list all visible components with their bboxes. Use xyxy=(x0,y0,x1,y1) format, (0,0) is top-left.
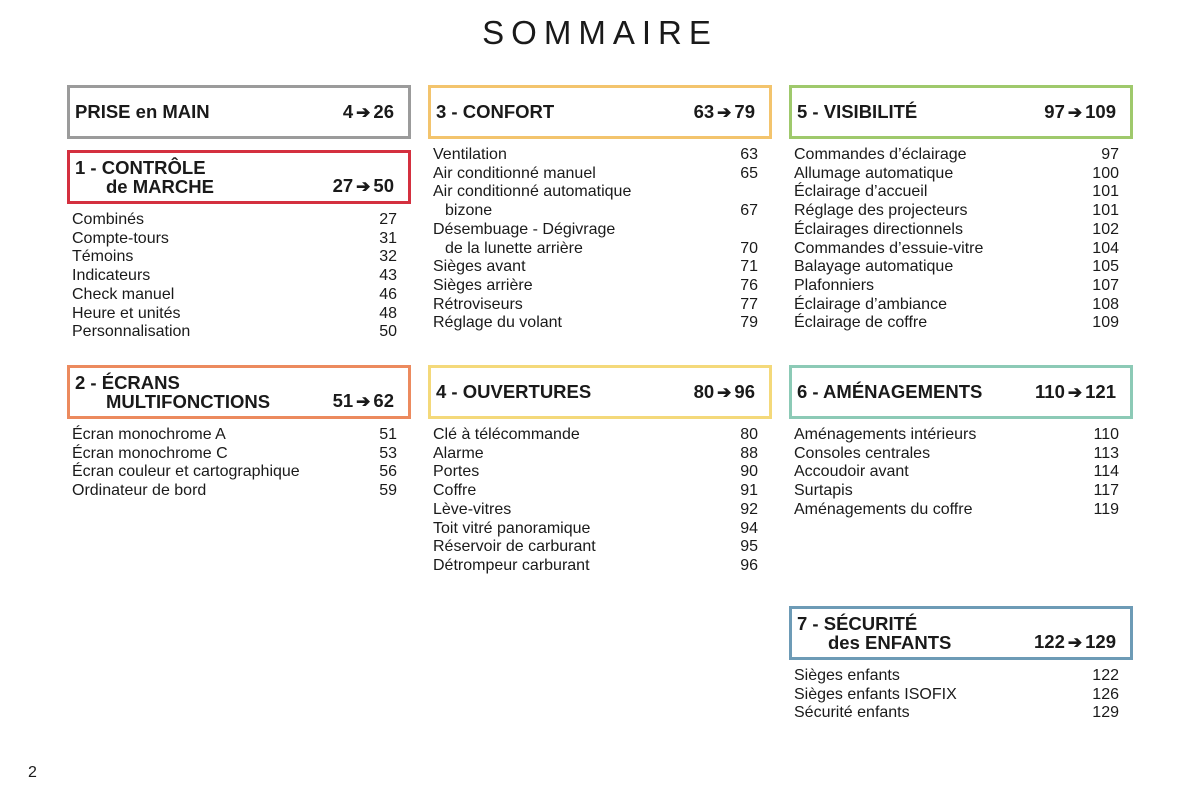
entry-label: Allumage automatique xyxy=(794,164,954,182)
entry-page: 122 xyxy=(1092,667,1119,684)
section-controle-de-marche xyxy=(67,150,411,342)
entry-label: Écran couleur et cartographique xyxy=(72,463,300,481)
toc-entry[interactable] xyxy=(794,146,1119,165)
toc-entry[interactable] xyxy=(433,445,758,464)
toc-entry[interactable] xyxy=(433,183,758,202)
entry-label: Réglage du volant xyxy=(433,314,562,332)
entry-label: Écran monochrome C xyxy=(72,444,228,462)
entry-label: Ventilation xyxy=(433,146,507,163)
entry-label: Balayage automatique xyxy=(794,258,954,276)
entry-page: 109 xyxy=(1092,314,1119,332)
entry-page: 92 xyxy=(740,500,758,518)
arrow-right-icon: ➔ xyxy=(717,103,732,122)
entry-page: 46 xyxy=(379,285,397,303)
entry-label: Commandes d’essuie-vitre xyxy=(794,239,984,257)
toc-entry[interactable] xyxy=(433,258,758,277)
entry-label: Clé à télécommande xyxy=(433,426,580,443)
entry-label: bizone xyxy=(445,202,493,220)
toc-entry[interactable] xyxy=(433,202,758,221)
entry-label: Commandes d’éclairage xyxy=(794,146,967,163)
entry-label: Témoins xyxy=(72,248,134,266)
section-title: 1 - CONTRÔLE de MARCHE xyxy=(75,157,214,197)
entry-label: Check manuel xyxy=(72,285,175,303)
entry-page: 113 xyxy=(1093,444,1119,462)
page-range: 110 ➔ 121 xyxy=(1035,381,1116,402)
toc-entry[interactable] xyxy=(794,667,1119,686)
item-list xyxy=(67,211,411,342)
entry-label: de la lunette arrière xyxy=(445,239,583,257)
entry-page: 71 xyxy=(740,258,758,276)
entry-label: Réservoir de carburant xyxy=(433,538,596,556)
entry-page xyxy=(734,221,758,240)
section-confort xyxy=(428,85,772,333)
toc-entry[interactable] xyxy=(794,501,1119,520)
entry-page: 43 xyxy=(379,267,397,285)
entry-label: Plafonniers xyxy=(794,276,875,294)
item-list xyxy=(789,146,1133,333)
entry-label: Aménagements intérieurs xyxy=(794,426,977,443)
section-title: 5 - VISIBILITÉ xyxy=(797,101,918,122)
section-ecrans-multifonctions xyxy=(67,365,411,501)
entry-label: Sièges enfants ISOFIX xyxy=(794,685,957,703)
entry-page xyxy=(734,183,758,202)
arrow-right-icon: ➔ xyxy=(1067,103,1083,122)
entry-page: 102 xyxy=(1092,220,1119,238)
entry-page: 48 xyxy=(379,304,397,322)
entry-page: 80 xyxy=(740,426,758,443)
entry-page: 101 xyxy=(1092,202,1119,220)
toc-entry[interactable] xyxy=(794,482,1119,501)
entry-page: 70 xyxy=(740,239,758,257)
entry-label: Compte-tours xyxy=(72,229,169,247)
entry-label: Accoudoir avant xyxy=(794,463,909,481)
toc-entry[interactable] xyxy=(433,520,758,539)
arrow-right-icon: ➔ xyxy=(356,177,371,196)
entry-page: 101 xyxy=(1092,183,1119,201)
toc-entry[interactable] xyxy=(433,240,758,259)
arrow-right-icon: ➔ xyxy=(1067,383,1083,402)
entry-page: 126 xyxy=(1092,685,1119,703)
page-range: 122 ➔ 129 xyxy=(1034,631,1116,652)
entry-page: 97 xyxy=(1101,146,1119,163)
entry-page: 95 xyxy=(740,538,758,556)
entry-page: 53 xyxy=(379,444,397,462)
toc-entry[interactable] xyxy=(794,258,1119,277)
entry-label: Lève-vitres xyxy=(433,500,512,518)
entry-label: Éclairage de coffre xyxy=(794,314,928,332)
page-range: 27 ➔ 50 xyxy=(332,175,394,196)
entry-label: Réglage des projecteurs xyxy=(794,202,968,220)
toc-entry[interactable] xyxy=(72,445,397,464)
entry-page: 88 xyxy=(740,444,758,462)
entry-label: Éclairages directionnels xyxy=(794,220,963,238)
entry-page: 79 xyxy=(740,314,758,332)
entry-page: 90 xyxy=(740,463,758,481)
entry-label: Ordinateur de bord xyxy=(72,482,207,500)
toc-entry[interactable] xyxy=(794,165,1119,184)
section-title: 3 - CONFORT xyxy=(436,101,555,122)
entry-page: 105 xyxy=(1092,258,1119,276)
entry-label: Éclairage d’accueil xyxy=(794,183,928,201)
toc-entry[interactable] xyxy=(794,277,1119,296)
section-title: PRISE en MAIN xyxy=(75,101,210,122)
toc-entry[interactable] xyxy=(72,267,397,286)
arrow-right-icon: ➔ xyxy=(1067,633,1083,652)
item-list xyxy=(789,426,1133,520)
toc-entry[interactable] xyxy=(72,482,397,501)
section-title: 2 - ÉCRANS MULTIFONCTIONS xyxy=(75,372,271,412)
entry-label: Détrompeur carburant xyxy=(433,556,590,574)
item-list xyxy=(789,667,1133,723)
item-list xyxy=(428,146,772,333)
entry-label: Écran monochrome A xyxy=(72,426,226,443)
entry-page: 50 xyxy=(379,323,397,341)
entry-label: Indicateurs xyxy=(72,267,151,285)
entry-page: 119 xyxy=(1093,500,1119,518)
toc-entry[interactable] xyxy=(794,445,1119,464)
entry-label: Coffre xyxy=(433,482,477,500)
page-title: SOMMAIRE xyxy=(482,14,718,51)
toc-entry[interactable] xyxy=(433,501,758,520)
toc-entry[interactable] xyxy=(433,296,758,315)
entry-page: 110 xyxy=(1093,426,1119,443)
section-header-ecrans[interactable] xyxy=(67,365,411,419)
item-list xyxy=(428,426,772,576)
entry-page: 107 xyxy=(1092,276,1119,294)
section-header-amenagements[interactable] xyxy=(789,365,1133,419)
section-header-ouvertures[interactable] xyxy=(428,365,772,419)
page-range: 63 ➔ 79 xyxy=(693,101,755,122)
entry-label: Alarme xyxy=(433,444,484,462)
toc-entry[interactable] xyxy=(433,277,758,296)
entry-label: Sièges enfants xyxy=(794,667,900,684)
entry-page: 129 xyxy=(1092,704,1119,722)
section-visibilite xyxy=(789,85,1133,333)
toc-entry[interactable] xyxy=(794,202,1119,221)
section-securite-des-enfants xyxy=(789,606,1133,723)
page-range: 51 ➔ 62 xyxy=(332,390,394,411)
toc-entry[interactable] xyxy=(72,426,397,445)
toc-entry[interactable] xyxy=(794,463,1119,482)
entry-page: 100 xyxy=(1092,164,1119,182)
toc-entry[interactable] xyxy=(794,296,1119,315)
entry-label: Toit vitré panoramique xyxy=(433,519,591,537)
entry-label: Heure et unités xyxy=(72,304,181,322)
section-title: 6 - AMÉNAGEMENTS xyxy=(797,381,983,402)
entry-page: 94 xyxy=(740,519,758,537)
entry-label: Air conditionné automatique xyxy=(433,183,632,201)
entry-page: 67 xyxy=(740,202,758,220)
toc-entry[interactable] xyxy=(433,463,758,482)
entry-label: Air conditionné manuel xyxy=(433,164,596,182)
entry-label: Combinés xyxy=(72,211,145,228)
entry-label: Portes xyxy=(433,463,480,481)
entry-label: Consoles centrales xyxy=(794,444,931,462)
toc-entry[interactable] xyxy=(433,482,758,501)
entry-page: 27 xyxy=(379,211,397,228)
page-range: 80 ➔ 96 xyxy=(693,381,755,402)
toc-entry[interactable] xyxy=(72,305,397,324)
entry-page: 76 xyxy=(740,276,758,294)
entry-page: 114 xyxy=(1093,463,1119,481)
entry-label: Éclairage d’ambiance xyxy=(794,295,947,313)
entry-label: Sièges avant xyxy=(433,258,526,276)
section-title: 7 - SÉCURITÉ des ENFANTS xyxy=(797,613,952,653)
toc-entry[interactable] xyxy=(794,704,1119,723)
arrow-right-icon: ➔ xyxy=(356,103,371,122)
entry-page: 65 xyxy=(740,164,758,182)
entry-page: 77 xyxy=(740,295,758,313)
entry-page: 32 xyxy=(379,248,397,266)
toc-entry[interactable] xyxy=(433,426,758,445)
entry-label: Sécurité enfants xyxy=(794,704,910,722)
toc-entry[interactable] xyxy=(72,248,397,267)
entry-page: 31 xyxy=(379,229,397,247)
toc-entry[interactable] xyxy=(72,463,397,482)
page-number: 2 xyxy=(28,764,37,781)
section-header-prise[interactable] xyxy=(67,85,411,139)
toc-entry[interactable] xyxy=(794,221,1119,240)
section-amenagements xyxy=(789,365,1133,520)
toc-entry[interactable] xyxy=(433,146,758,165)
section-ouvertures xyxy=(428,365,772,576)
entry-label: Rétroviseurs xyxy=(433,295,523,313)
toc-entry[interactable] xyxy=(72,286,397,305)
toc-entry[interactable] xyxy=(794,314,1119,333)
page-range: 4 ➔ 26 xyxy=(342,101,394,122)
entry-label: Sièges arrière xyxy=(433,276,533,294)
toc-entry[interactable] xyxy=(72,230,397,249)
toc-entry[interactable] xyxy=(72,323,397,342)
item-list xyxy=(67,426,411,501)
section-header-visibilite[interactable] xyxy=(789,85,1133,139)
arrow-right-icon: ➔ xyxy=(717,383,732,402)
entry-page: 104 xyxy=(1092,239,1119,257)
toc-entry[interactable] xyxy=(433,314,758,333)
entry-page: 108 xyxy=(1092,295,1119,313)
section-header-securite[interactable] xyxy=(789,606,1133,660)
toc-entry[interactable] xyxy=(433,557,758,576)
toc-entry[interactable] xyxy=(794,240,1119,259)
entry-page: 51 xyxy=(379,426,397,443)
toc-entry[interactable] xyxy=(433,221,758,240)
section-prise-en-main xyxy=(67,85,411,139)
entry-page: 91 xyxy=(740,482,758,500)
entry-page: 96 xyxy=(740,556,758,574)
arrow-right-icon: ➔ xyxy=(356,392,371,411)
entry-label: Désembuage - Dégivrage xyxy=(433,220,616,238)
toc-entry[interactable] xyxy=(433,165,758,184)
entry-page: 56 xyxy=(379,463,397,481)
section-header-confort[interactable] xyxy=(428,85,772,139)
section-title: 4 - OUVERTURES xyxy=(436,381,592,402)
toc-entry[interactable] xyxy=(794,686,1119,705)
entry-page: 59 xyxy=(379,482,397,500)
page-range: 97 ➔ 109 xyxy=(1044,101,1116,122)
toc-entry[interactable] xyxy=(794,183,1119,202)
entry-page: 63 xyxy=(740,146,758,163)
toc-entry[interactable] xyxy=(794,426,1119,445)
toc-entry[interactable] xyxy=(433,538,758,557)
entry-label: Personnalisation xyxy=(72,323,191,341)
section-header-controle[interactable] xyxy=(67,150,411,204)
entry-page: 117 xyxy=(1093,482,1119,500)
toc-entry[interactable] xyxy=(72,211,397,230)
entry-label: Aménagements du coffre xyxy=(794,500,973,518)
entry-label: Surtapis xyxy=(794,482,853,500)
